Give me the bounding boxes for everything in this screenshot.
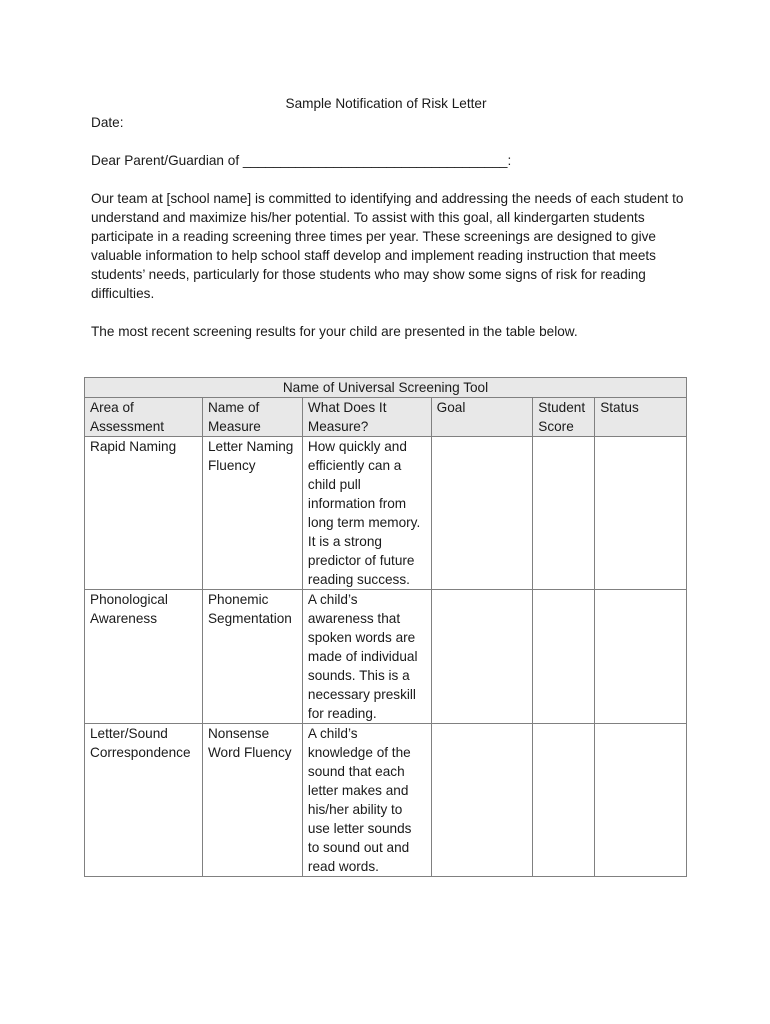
cell-goal[interactable] bbox=[431, 437, 533, 590]
letter-document bbox=[91, 94, 691, 349]
header-area: Area of Assessment bbox=[85, 398, 203, 437]
cell-measure: Nonsense Word Fluency bbox=[202, 724, 302, 877]
header-score: Student Score bbox=[533, 398, 595, 437]
cell-what: How quickly and efficiently can a child pull information from long term memory. It is a strong predictor of future reading success. bbox=[302, 437, 431, 590]
table-intro: The most recent screening results for your child are presented in the table below. bbox=[91, 324, 578, 339]
cell-status[interactable] bbox=[595, 437, 687, 590]
cell-measure: Phonemic Segmentation bbox=[202, 590, 302, 724]
cell-goal[interactable] bbox=[431, 724, 533, 877]
salutation-line: Dear Parent/Guardian of ___________________________________: bbox=[91, 153, 512, 168]
cell-area: Letter/Sound Correspondence bbox=[85, 724, 203, 877]
cell-measure: Letter Naming Fluency bbox=[202, 437, 302, 590]
cell-area: Phonological Awareness bbox=[85, 590, 203, 724]
table-row bbox=[85, 437, 687, 590]
table-row bbox=[85, 724, 687, 877]
cell-score[interactable] bbox=[533, 437, 595, 590]
table-title-row bbox=[85, 378, 687, 398]
screening-tool-title: Name of Universal Screening Tool bbox=[85, 378, 687, 398]
cell-what: A child’s awareness that spoken words are made of individual sounds. This is a necessary preskill for reading. bbox=[302, 590, 431, 724]
cell-goal[interactable] bbox=[431, 590, 533, 724]
cell-score[interactable] bbox=[533, 724, 595, 877]
screening-results-table bbox=[84, 377, 687, 877]
cell-score[interactable] bbox=[533, 590, 595, 724]
header-goal: Goal bbox=[431, 398, 533, 437]
header-what: What Does It Measure? bbox=[302, 398, 431, 437]
letter-title: Sample Notification of Risk Letter bbox=[285, 96, 487, 111]
cell-status[interactable] bbox=[595, 590, 687, 724]
body-paragraph: Our team at [school name] is committed to identifying and addressing the needs of each student to understand and maximize his/her potential. To assist with this goal, all kindergarten students participate in a reading screening three times per year. These screenings are designed to give valuable information to help school staff develop and implement reading instruction that meets students’ needs, particularly for those students who may show some signs of risk for reading difficulties. bbox=[91, 191, 684, 301]
table-row bbox=[85, 590, 687, 724]
date-label: Date: bbox=[91, 115, 124, 130]
cell-area: Rapid Naming bbox=[85, 437, 203, 590]
header-measure: Name of Measure bbox=[202, 398, 302, 437]
table-header-row bbox=[85, 398, 687, 437]
cell-status[interactable] bbox=[595, 724, 687, 877]
header-status: Status bbox=[595, 398, 687, 437]
cell-what: A child’s knowledge of the sound that each letter makes and his/her ability to use letter sounds to sound out and read words. bbox=[302, 724, 431, 877]
